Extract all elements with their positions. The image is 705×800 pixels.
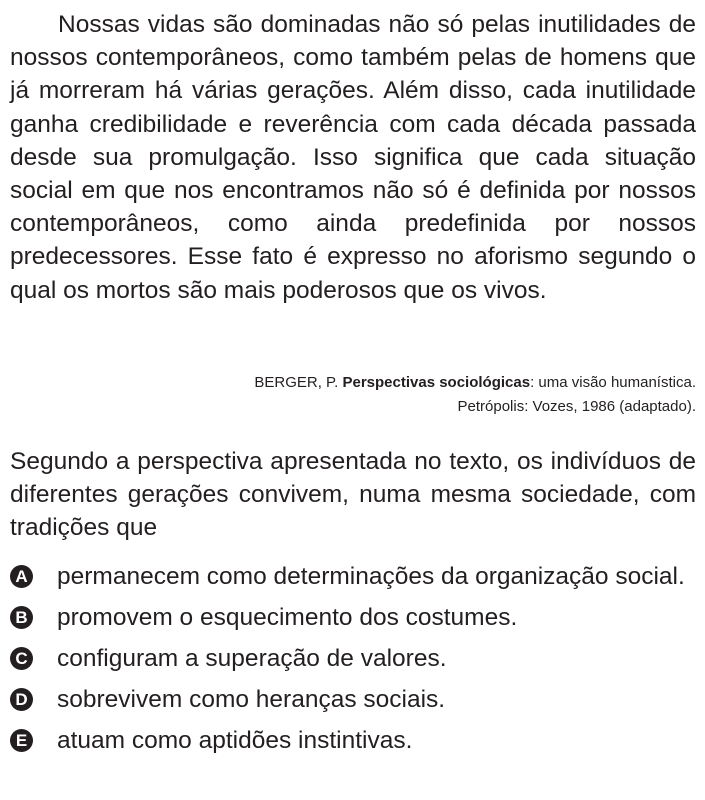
option-e[interactable] <box>10 725 696 757</box>
option-e-text: atuam como aptidões instintivas. <box>57 727 413 754</box>
option-b[interactable] <box>10 602 696 634</box>
option-d[interactable] <box>10 684 696 716</box>
option-c-text: configuram a superação de valores. <box>57 645 447 672</box>
citation-title: Perspectivas sociológicas <box>342 374 531 391</box>
option-c-letter-icon: C <box>10 647 33 670</box>
option-d-text: sobrevivem como heranças sociais. <box>57 686 446 713</box>
answer-options <box>10 561 696 766</box>
option-e-letter-icon: E <box>10 729 33 752</box>
option-c[interactable] <box>10 643 696 675</box>
citation-subtitle: : uma visão humanística. <box>530 374 696 391</box>
citation-author: BERGER, P. <box>254 374 343 391</box>
option-a-text: permanecem como determinações da organização social. <box>57 563 685 590</box>
option-d-letter-icon: D <box>10 688 33 711</box>
source-citation <box>96 371 696 419</box>
option-b-letter-icon: B <box>10 606 33 629</box>
citation-line-1 <box>96 371 696 395</box>
option-a-letter-icon: A <box>10 565 33 588</box>
option-a[interactable] <box>10 561 696 593</box>
passage-text: Nossas vidas são dominadas não só pelas inutilidades de nossos contemporâneos, como também pelas de homens que já morreram há várias gerações. Além disso, cada inutilidade ganha credibilidade e reverência com cada década passada desde sua promulgação. Isso significa que cada situação social em que nos encontramos não só é definida por nossos contemporâneos, como ainda predefinida por nossos predecessores. Esse fato é expresso no aforismo segundo o qual os mortos são mais poderosos que os vivos. <box>10 11 696 304</box>
citation-publication: Petrópolis: Vozes, 1986 (adaptado). <box>457 398 696 415</box>
option-b-text: promovem o esquecimento dos costumes. <box>57 604 518 631</box>
question-stem: Segundo a perspectiva apresentada no texto, os indivíduos de diferentes gerações convivem, numa mesma sociedade, com tradições que <box>10 448 696 542</box>
